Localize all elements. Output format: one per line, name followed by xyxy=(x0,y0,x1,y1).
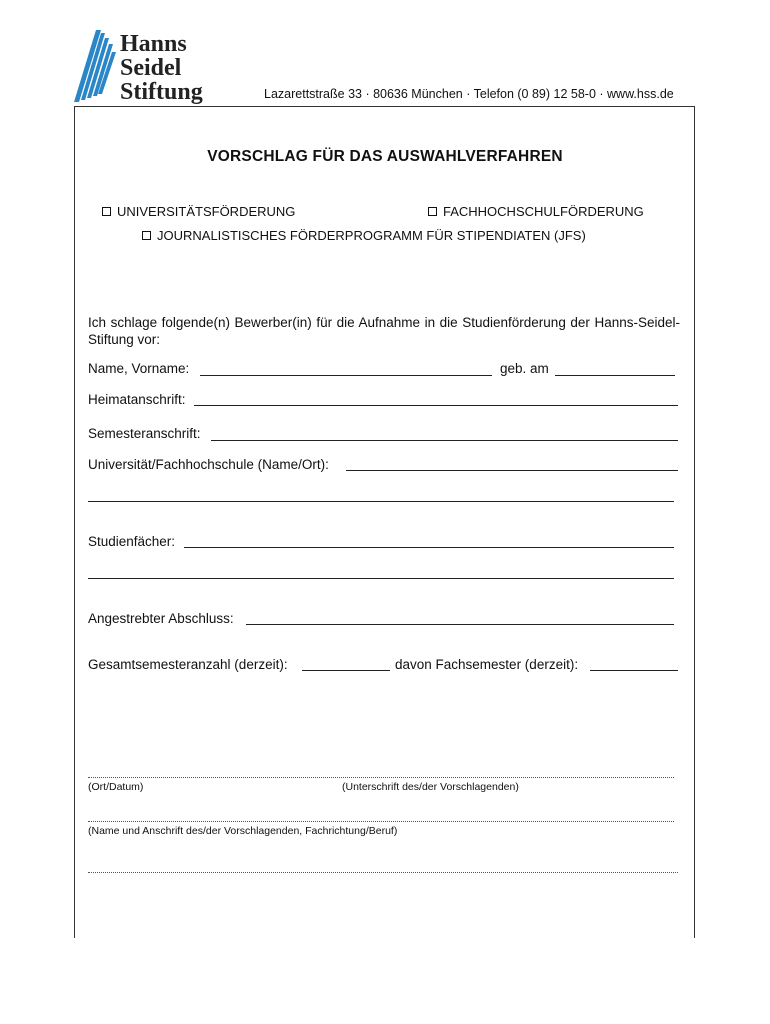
abschluss-label: Angestrebter Abschluss: xyxy=(88,611,234,626)
semester-line[interactable] xyxy=(211,440,678,441)
extra-line[interactable] xyxy=(88,872,678,873)
logo-line-stiftung: Stiftung xyxy=(120,79,203,105)
abschluss-line[interactable] xyxy=(246,624,674,625)
header-address: Lazarettstraße 33 · 80636 München · Telefon (0 89) 12 58-0 · www.hss.de xyxy=(264,87,674,101)
option-journalismus-label: JOURNALISTISCHES FÖRDERPROGRAMM FÜR STIPENDIATEN (JFS) xyxy=(157,228,586,243)
option-fachhochschule-label: FACHHOCHSCHULFÖRDERUNG xyxy=(443,204,644,219)
gesamt-line[interactable] xyxy=(302,670,390,671)
form-title: VORSCHLAG FÜR DAS AUSWAHLVERFAHREN xyxy=(207,148,563,165)
name-line[interactable] xyxy=(200,375,492,376)
logo-line-hanns: Hanns xyxy=(120,31,187,57)
checkbox-universitaet[interactable] xyxy=(102,207,111,216)
option-fachhochschule[interactable] xyxy=(428,204,644,219)
name-anschrift-caption: (Name und Anschrift des/der Vorschlagenden, Fachrichtung/Beruf) xyxy=(88,825,398,837)
frame-top-border xyxy=(74,106,695,107)
ort-datum-caption: (Ort/Datum) xyxy=(88,781,144,793)
option-journalismus[interactable] xyxy=(142,228,586,243)
checkbox-fachhochschule[interactable] xyxy=(428,207,437,216)
heimat-line[interactable] xyxy=(194,405,678,406)
intro-text: Ich schlage folgende(n) Bewerber(in) für die Aufnahme in die Studienförderung der Hanns-Seidel-Stiftung vor: xyxy=(88,315,680,347)
heimat-label: Heimatanschrift: xyxy=(88,392,186,407)
unterschrift-caption: (Unterschrift des/der Vorschlagenden) xyxy=(342,781,519,793)
logo-wordmark xyxy=(120,32,203,104)
option-universitaet[interactable] xyxy=(102,204,295,219)
faecher-line-2[interactable] xyxy=(88,578,674,579)
logo-line-seidel: Seidel xyxy=(120,55,182,81)
hss-logo-icon xyxy=(74,30,116,102)
semester-label: Semesteranschrift: xyxy=(88,426,201,441)
frame-left-border xyxy=(74,106,75,938)
fach-line[interactable] xyxy=(590,670,678,671)
checkbox-journalismus[interactable] xyxy=(142,231,151,240)
option-universitaet-label: UNIVERSITÄTSFÖRDERUNG xyxy=(117,204,296,219)
uni-line-2[interactable] xyxy=(88,501,674,502)
faecher-label: Studienfächer: xyxy=(88,534,176,549)
geb-line[interactable] xyxy=(555,375,675,376)
uni-label: Universität/Fachhochschule (Name/Ort): xyxy=(88,457,329,472)
geb-label: geb. am xyxy=(500,361,549,376)
gesamt-label: Gesamtsemesteranzahl (derzeit): xyxy=(88,657,288,672)
faecher-line[interactable] xyxy=(184,547,674,548)
signature-line[interactable] xyxy=(88,777,674,778)
name-label: Name, Vorname: xyxy=(88,361,190,376)
fach-label: davon Fachsemester (derzeit): xyxy=(395,657,579,672)
frame-right-border xyxy=(694,106,695,938)
uni-line[interactable] xyxy=(346,470,678,471)
name-anschrift-line[interactable] xyxy=(88,821,674,822)
